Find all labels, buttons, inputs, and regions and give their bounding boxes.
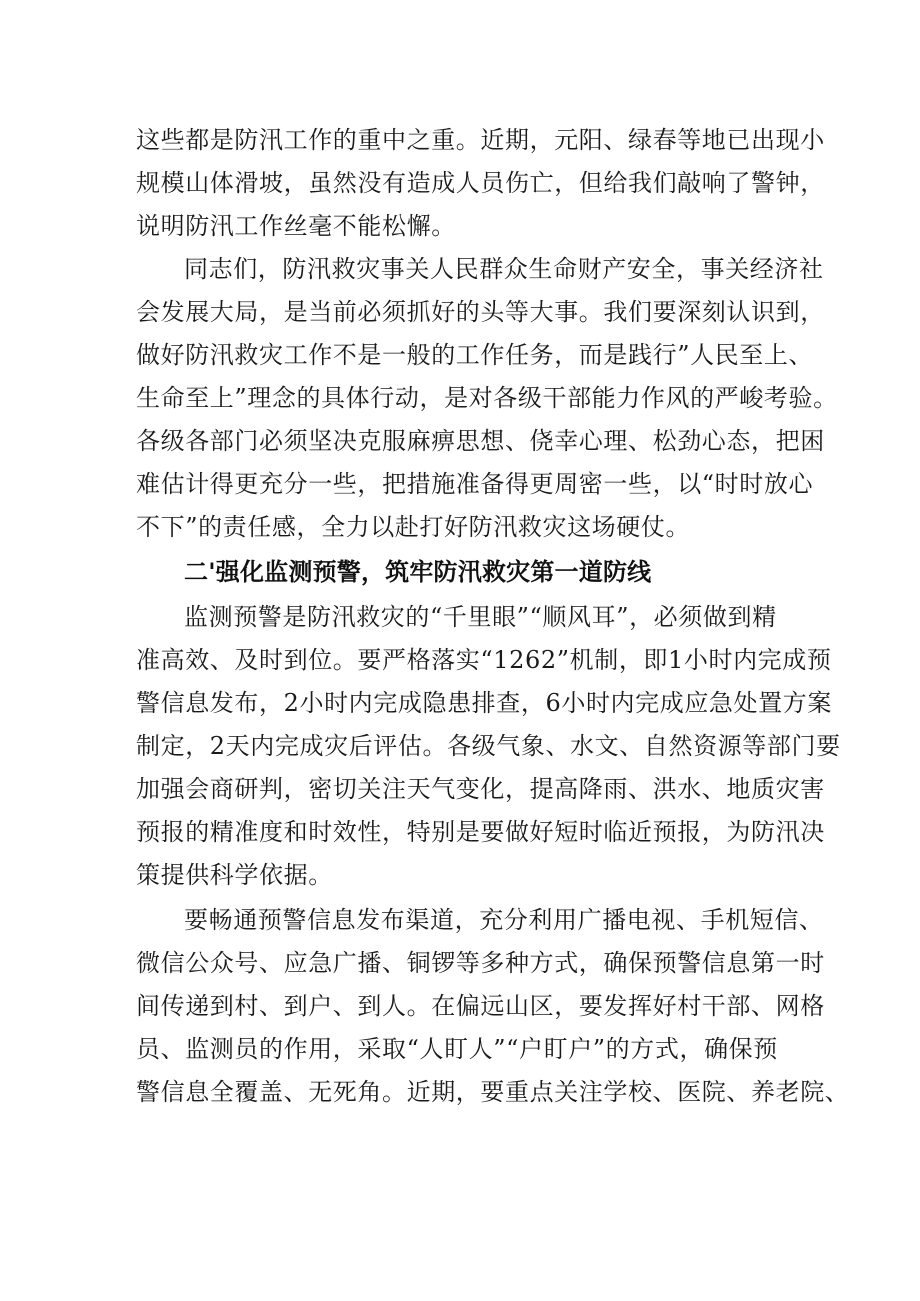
body-text-line: 准高效、及时到位。要严格落实“1262”机制，即1小时内完成预 xyxy=(136,646,832,674)
body-text-line: 各级各部门必须坚决克服麻痹思想、侥幸心理、松劲心态，把困 xyxy=(136,427,825,455)
body-text-line: 警信息发布，2小时内完成隐患排查，6小时内完成应急处置方案 xyxy=(136,689,832,717)
body-text-line: 加强会商研判，密切关注天气变化，提高降雨、洪水、地质灾害 xyxy=(136,775,825,803)
body-text-line: 预报的精准度和时效性，特别是要做好短时临近预报，为防汛决 xyxy=(136,818,825,846)
body-text-line: 策提供科学依据。 xyxy=(136,861,333,889)
body-text-line: 会发展大局，是当前必须抓好的头等大事。我们要深刻认识到， xyxy=(136,298,825,326)
section-heading: 二'强化监测预警，筑牢防汛救灾第一道防线 xyxy=(184,558,652,586)
body-text-line: 间传递到村、到户、到人。在偏远山区，要发挥好村干部、网格 xyxy=(136,992,825,1020)
body-text-line: 员、监测员的作用，采取“人盯人”“户盯户”的方式，确保预 xyxy=(136,1035,778,1063)
body-text-line: 微信公众号、应急广播、铜锣等多种方式，确保预警信息第一时 xyxy=(136,949,825,977)
body-text-line: 规模山体滑坡，虽然没有造成人员伤亡，但给我们敲响了警钟， xyxy=(136,169,825,197)
body-text-line: 这些都是防汛工作的重中之重。近期，元阳、绿春等地已出现小 xyxy=(136,126,825,154)
body-text-line: 制定，2天内完成灾后评估。各级气象、水文、自然资源等部门要 xyxy=(136,732,841,760)
body-text-line: 生命至上”理念的具体行动，是对各级干部能力作风的严峻考验。 xyxy=(136,384,838,412)
body-text-line: 不下”的责任感，全力以赴打好防汛救灾这场硬仗。 xyxy=(136,513,691,541)
body-text-line: 难估计得更充分一些，把措施准备得更周密一些，以“时时放心 xyxy=(136,470,814,498)
body-text-line: 说明防汛工作丝毫不能松懈。 xyxy=(136,212,456,240)
body-text-line: 同志们，防汛救灾事关人民群众生命财产安全，事关经济社 xyxy=(184,255,824,283)
body-text-line: 做好防汛救灾工作不是一般的工作任务，而是践行”人民至上、 xyxy=(136,341,814,369)
body-text-line: 监测预警是防汛救灾的“千里眼”“顺风耳”，必须做到精 xyxy=(184,603,777,631)
body-text-line: 要畅通预警信息发布渠道，充分利用广播电视、手机短信、 xyxy=(184,906,824,934)
body-text-line: 警信息全覆盖、无死角。近期，要重点关注学校、医院、养老院、 xyxy=(136,1078,850,1106)
